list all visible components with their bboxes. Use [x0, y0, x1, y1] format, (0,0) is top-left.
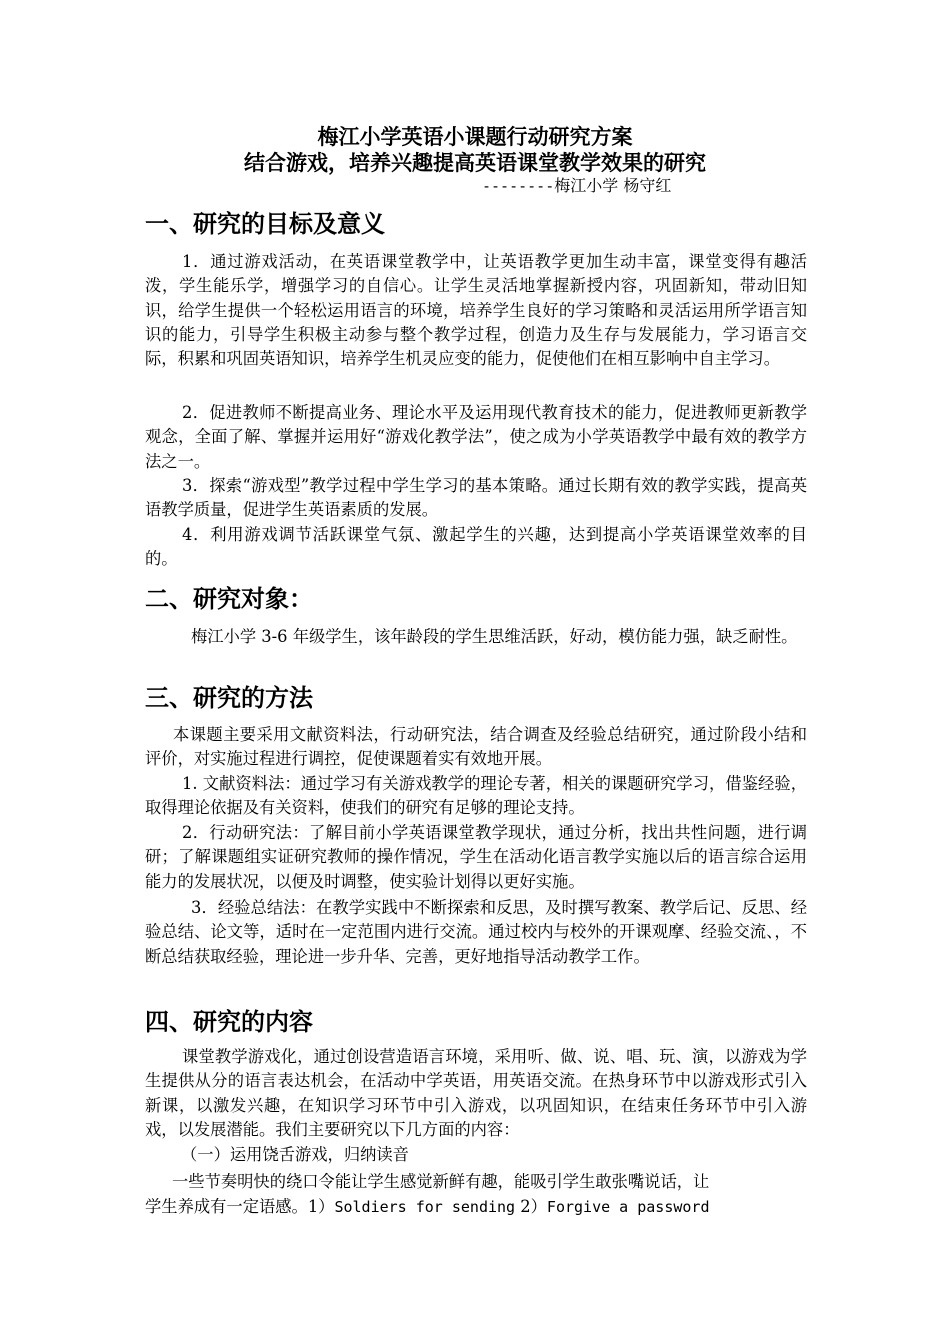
byline-dashes: -------- [482, 177, 555, 195]
paragraph-method-experience: 3．经验总结法：在教学实践中不断探索和反思，及时撰写教案、教学后记、反思、经验总结、论文等，适时在一定范围内进行交流。通过校内与校外的开课观摩、经验交流、，不断总结获取经验，理论进一步升华、完善，更好地指导活动教学工作。 [145, 898, 807, 966]
example-phrase-1: Soldiers for sending [334, 1198, 516, 1216]
paragraph-goal-1: 1．通过游戏活动，在英语课堂教学中，让英语教学更加生动丰富，课堂变得有趣活泼，学生能乐学，增强学习的自信心。让学生灵活地掌握新授内容，巩固新知，带动旧知识，给学生提供一个轻松运用语言的环境，培养学生良好的学习策略和灵活运用所学语言知识的能力，引导学生积极主动参与整个教学过程，创造力及生存与发展能力，学习语言交际，积累和巩固英语知识，培养学生机灵应变的能力，促使他们在相互影响中自主学习。 [145, 252, 807, 369]
paragraph-goal-2: 2．促进教师不断提高业务、理论水平及运用现代教育技术的能力，促进教师更新教学观念，全面了解、掌握并运用好“游戏化教学法”，使之成为小学英语教学中最有效的教学方法之一。 [145, 403, 807, 471]
paragraph-tongue-twister-line1: 一些节奏明快的绕口令能让学生感觉新鲜有趣，能吸引学生敢张嘴说话，让 [172, 1172, 710, 1191]
paragraph-tongue-twister-line2 [145, 1195, 709, 1219]
paragraph-subjects: 梅江小学 3-6 年级学生，该年龄段的学生思维活跃，好动，模仿能力强，缺乏耐性。 [191, 627, 798, 646]
author-byline [482, 176, 671, 196]
paragraph-method-action-research: 2．行动研究法：了解目前小学英语课堂教学现状，通过分析，找出共性问题，进行调研；了解课题组实证研究教师的操作情况，学生在活动化语言教学实施以后的语言综合运用能力的发展状况，以便及时调整，使实验计划得以更好实施。 [145, 823, 807, 891]
section-heading-content: 四、研究的内容 [145, 1007, 313, 1036]
tongue-twister-text: 学生养成有一定语感。1） [145, 1197, 335, 1216]
section-heading-methods: 三、研究的方法 [145, 683, 313, 712]
document-title: 梅江小学英语小课题行动研究方案 [317, 124, 633, 149]
section-heading-goals: 一、研究的目标及意义 [145, 209, 385, 238]
paragraph-method-literature: 1. 文献资料法：通过学习有关游戏教学的理论专著，相关的课题研究学习，借鉴经验，取得理论依据及有关资料，使我们的研究有足够的理论支持。 [145, 774, 807, 818]
paragraph-content-intro: 课堂教学游戏化，通过创设营造语言环境，采用听、做、说、唱、玩、演，以游戏为学生提供从分的语言表达机会，在活动中学英语，用英语交流。在热身环节中以游戏形式引入新课，以激发兴趣，在知识学习环节中引入游戏，以巩固知识，在结束任务环节中引入游戏，以发展潜能。我们主要研究以下几方面的内容： [145, 1047, 807, 1139]
byline-author: 梅江小学 杨守红 [554, 176, 672, 195]
document-subtitle: 结合游戏，培养兴趣提高英语课堂教学效果的研究 [244, 150, 706, 175]
section-heading-subjects: 二、研究对象： [145, 584, 313, 613]
subsection-heading-tongue-twister: （一）运用饶舌游戏，归纳读音 [181, 1145, 409, 1164]
example-number-2: 2） [515, 1197, 547, 1216]
paragraph-goal-3: 3．探索“游戏型”教学过程中学生学习的基本策略。通过长期有效的教学实践，提高英语教学质量，促进学生英语素质的发展。 [145, 476, 807, 520]
paragraph-goal-4: 4．利用游戏调节活跃课堂气氛、激起学生的兴趣，达到提高小学英语课堂效率的目的。 [145, 525, 807, 569]
example-phrase-2: Forgive a password [546, 1198, 710, 1216]
paragraph-methods-intro: 本课题主要采用文献资料法，行动研究法，结合调查及经验总结研究，通过阶段小结和评价，对实施过程进行调控，促使课题着实有效地开展。 [145, 725, 807, 769]
